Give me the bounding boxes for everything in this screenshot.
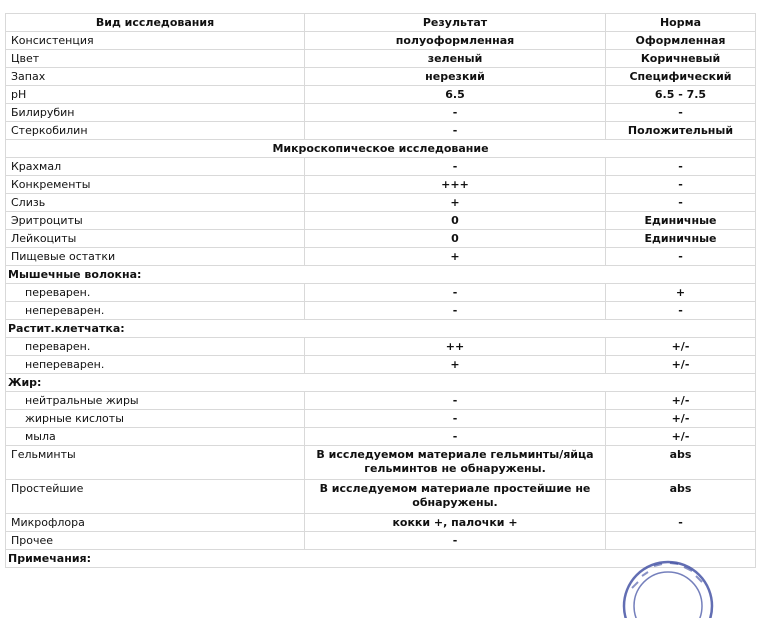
row-norm: Положительный — [606, 122, 756, 140]
row-result: В исследуемом материале простейшие не обнаружены. — [305, 480, 606, 514]
row-name: Простейшие — [6, 480, 305, 514]
row-name: Пищевые остатки — [6, 248, 305, 266]
table-row — [6, 212, 756, 230]
group-row — [6, 266, 756, 284]
fiber-title: Растит.клетчатка: — [6, 320, 756, 338]
row-result: - — [305, 410, 606, 428]
stool-analysis-table — [5, 13, 756, 568]
table-row — [6, 122, 756, 140]
row-name: Консистенция — [6, 32, 305, 50]
table-row — [6, 86, 756, 104]
row-name: непереварен. — [6, 302, 305, 320]
table-row — [6, 356, 756, 374]
row-norm: +/- — [606, 392, 756, 410]
table-row — [6, 428, 756, 446]
row-norm: - — [606, 248, 756, 266]
section-micro-title: Микроскопическое исследование — [6, 140, 756, 158]
row-result: +++ — [305, 176, 606, 194]
group-row — [6, 320, 756, 338]
notes-title: Примечания: — [6, 550, 756, 568]
row-name: Слизь — [6, 194, 305, 212]
row-norm: Оформленная — [606, 32, 756, 50]
row-result: + — [305, 248, 606, 266]
row-result: 0 — [305, 212, 606, 230]
table-row — [6, 480, 756, 514]
table-row — [6, 248, 756, 266]
row-result: кокки +, палочки + — [305, 514, 606, 532]
row-result: - — [305, 104, 606, 122]
table-row — [6, 176, 756, 194]
table-row — [6, 446, 756, 480]
row-name: жирные кислоты — [6, 410, 305, 428]
row-norm: - — [606, 514, 756, 532]
row-name: Запах — [6, 68, 305, 86]
table-row — [6, 532, 756, 550]
row-result: полуоформленная — [305, 32, 606, 50]
row-norm: 6.5 - 7.5 — [606, 86, 756, 104]
header-result: Результат — [305, 14, 606, 32]
table-row — [6, 302, 756, 320]
header-norm: Норма — [606, 14, 756, 32]
row-result: - — [305, 428, 606, 446]
row-result: ++ — [305, 338, 606, 356]
row-result: 0 — [305, 230, 606, 248]
row-norm: Единичные — [606, 230, 756, 248]
table-row — [6, 104, 756, 122]
header-row — [6, 14, 756, 32]
table-row — [6, 194, 756, 212]
row-name: Прочее — [6, 532, 305, 550]
row-norm: Коричневый — [606, 50, 756, 68]
row-result: - — [305, 158, 606, 176]
table-row — [6, 230, 756, 248]
table-row — [6, 50, 756, 68]
row-result: - — [305, 122, 606, 140]
row-name: Билирубин — [6, 104, 305, 122]
muscle-title: Мышечные волокна: — [6, 266, 756, 284]
row-name: непереварен. — [6, 356, 305, 374]
table-row — [6, 392, 756, 410]
row-name: Лейкоциты — [6, 230, 305, 248]
group-row — [6, 374, 756, 392]
row-result: - — [305, 302, 606, 320]
row-norm: Единичные — [606, 212, 756, 230]
table-row — [6, 410, 756, 428]
row-norm: +/- — [606, 428, 756, 446]
row-norm: - — [606, 302, 756, 320]
row-norm — [606, 532, 756, 550]
table-row — [6, 68, 756, 86]
row-name: Эритроциты — [6, 212, 305, 230]
row-norm: +/- — [606, 356, 756, 374]
row-result: зеленый — [305, 50, 606, 68]
table-row — [6, 338, 756, 356]
table-row — [6, 514, 756, 532]
row-norm: - — [606, 158, 756, 176]
row-norm: +/- — [606, 410, 756, 428]
row-result: В исследуемом материале гельминты/яйца гельминтов не обнаружены. — [305, 446, 606, 480]
row-norm: - — [606, 104, 756, 122]
row-norm: abs — [606, 446, 756, 480]
row-norm: +/- — [606, 338, 756, 356]
stamp-inner-ring — [634, 572, 702, 618]
row-norm: + — [606, 284, 756, 302]
header-name: Вид исследования — [6, 14, 305, 32]
table-row — [6, 284, 756, 302]
table-row — [6, 158, 756, 176]
row-name: переварен. — [6, 338, 305, 356]
row-result: + — [305, 356, 606, 374]
section-row — [6, 140, 756, 158]
row-result: - — [305, 392, 606, 410]
row-name: переварен. — [6, 284, 305, 302]
row-result: + — [305, 194, 606, 212]
row-name: Гельминты — [6, 446, 305, 480]
row-name: нейтральные жиры — [6, 392, 305, 410]
row-norm: Специфический — [606, 68, 756, 86]
row-result: нерезкий — [305, 68, 606, 86]
row-name: Конкременты — [6, 176, 305, 194]
stamp-seal — [618, 558, 718, 618]
row-result: 6.5 — [305, 86, 606, 104]
row-norm: - — [606, 194, 756, 212]
row-result: - — [305, 532, 606, 550]
row-name: Стеркобилин — [6, 122, 305, 140]
row-result: - — [305, 284, 606, 302]
row-name: Микрофлора — [6, 514, 305, 532]
row-name: мыла — [6, 428, 305, 446]
fat-title: Жир: — [6, 374, 756, 392]
row-norm: abs — [606, 480, 756, 514]
row-name: pH — [6, 86, 305, 104]
row-name: Крахмал — [6, 158, 305, 176]
table-row — [6, 32, 756, 50]
row-name: Цвет — [6, 50, 305, 68]
row-norm: - — [606, 176, 756, 194]
